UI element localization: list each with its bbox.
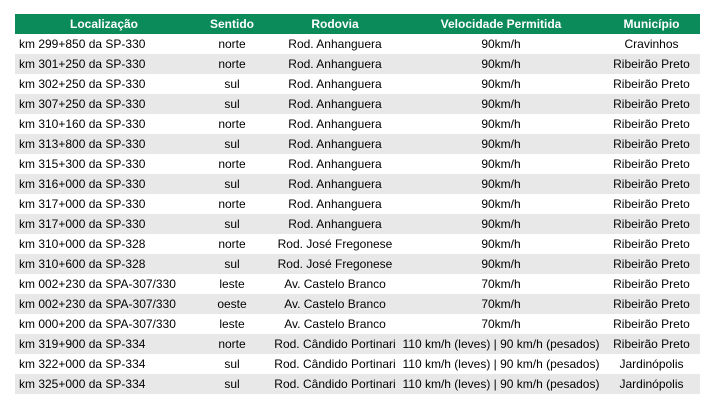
cell-sentido: norte	[193, 334, 271, 354]
cell-velocidade: 110 km/h (leves) | 90 km/h (pesados)	[399, 374, 603, 394]
cell-sentido: norte	[193, 154, 271, 174]
cell-sentido: oeste	[193, 294, 271, 314]
cell-localizacao: km 307+250 da SP-330	[15, 94, 193, 114]
cell-sentido: norte	[193, 54, 271, 74]
cell-velocidade: 110 km/h (leves) | 90 km/h (pesados)	[399, 334, 603, 354]
table-row	[15, 174, 700, 194]
cell-sentido: sul	[193, 174, 271, 194]
cell-municipio: Ribeirão Preto	[603, 274, 700, 294]
table-row	[15, 154, 700, 174]
cell-velocidade: 90km/h	[399, 194, 603, 214]
cell-localizacao: km 325+000 da SP-334	[15, 374, 193, 394]
cell-velocidade: 90km/h	[399, 94, 603, 114]
cell-rodovia: Rod. José Fregonese	[271, 254, 399, 274]
table-row	[15, 54, 700, 74]
cell-municipio: Ribeirão Preto	[603, 294, 700, 314]
cell-rodovia: Rod. Cândido Portinari	[271, 354, 399, 374]
cell-rodovia: Rod. Anhanguera	[271, 134, 399, 154]
cell-velocidade: 90km/h	[399, 154, 603, 174]
cell-sentido: leste	[193, 274, 271, 294]
cell-rodovia: Rod. Anhanguera	[271, 214, 399, 234]
cell-localizacao: km 002+230 da SPA-307/330	[15, 294, 193, 314]
table-row	[15, 274, 700, 294]
header-localizacao: Localização	[15, 14, 193, 34]
table-row	[15, 334, 700, 354]
cell-rodovia: Rod. José Fregonese	[271, 234, 399, 254]
cell-sentido: norte	[193, 114, 271, 134]
header-velocidade: Velocidade Permitida	[399, 14, 603, 34]
table-row	[15, 374, 700, 394]
cell-localizacao: km 302+250 da SP-330	[15, 74, 193, 94]
cell-municipio: Jardinópolis	[603, 374, 700, 394]
cell-rodovia: Av. Castelo Branco	[271, 274, 399, 294]
table-row	[15, 74, 700, 94]
cell-rodovia: Rod. Anhanguera	[271, 194, 399, 214]
cell-municipio: Jardinópolis	[603, 354, 700, 374]
cell-sentido: norte	[193, 194, 271, 214]
cell-localizacao: km 002+230 da SPA-307/330	[15, 274, 193, 294]
cell-sentido: norte	[193, 34, 271, 54]
cell-municipio: Ribeirão Preto	[603, 74, 700, 94]
cell-rodovia: Rod. Anhanguera	[271, 114, 399, 134]
cell-rodovia: Av. Castelo Branco	[271, 314, 399, 334]
cell-velocidade: 90km/h	[399, 254, 603, 274]
cell-rodovia: Rod. Anhanguera	[271, 34, 399, 54]
cell-municipio: Ribeirão Preto	[603, 334, 700, 354]
table-body	[15, 34, 700, 394]
cell-localizacao: km 310+160 da SP-330	[15, 114, 193, 134]
cell-localizacao: km 301+250 da SP-330	[15, 54, 193, 74]
cell-localizacao: km 317+000 da SP-330	[15, 214, 193, 234]
cell-velocidade: 70km/h	[399, 294, 603, 314]
cell-rodovia: Rod. Anhanguera	[271, 54, 399, 74]
header-sentido: Sentido	[193, 14, 271, 34]
cell-municipio: Ribeirão Preto	[603, 314, 700, 334]
table-row	[15, 314, 700, 334]
speed-camera-table	[15, 14, 700, 394]
table-row	[15, 234, 700, 254]
table-row	[15, 34, 700, 54]
cell-velocidade: 110 km/h (leves) | 90 km/h (pesados)	[399, 354, 603, 374]
cell-rodovia: Rod. Anhanguera	[271, 174, 399, 194]
cell-sentido: sul	[193, 374, 271, 394]
cell-rodovia: Rod. Anhanguera	[271, 154, 399, 174]
table-row	[15, 254, 700, 274]
cell-localizacao: km 310+000 da SP-328	[15, 234, 193, 254]
cell-rodovia: Rod. Anhanguera	[271, 94, 399, 114]
cell-municipio: Ribeirão Preto	[603, 194, 700, 214]
cell-localizacao: km 317+000 da SP-330	[15, 194, 193, 214]
cell-velocidade: 90km/h	[399, 34, 603, 54]
cell-localizacao: km 299+850 da SP-330	[15, 34, 193, 54]
header-municipio: Município	[603, 14, 700, 34]
table-row	[15, 354, 700, 374]
cell-sentido: sul	[193, 94, 271, 114]
cell-velocidade: 90km/h	[399, 214, 603, 234]
table-row	[15, 94, 700, 114]
cell-localizacao: km 316+000 da SP-330	[15, 174, 193, 194]
cell-rodovia: Rod. Anhanguera	[271, 74, 399, 94]
cell-velocidade: 70km/h	[399, 314, 603, 334]
cell-sentido: sul	[193, 134, 271, 154]
table-row	[15, 194, 700, 214]
cell-sentido: sul	[193, 354, 271, 374]
cell-velocidade: 90km/h	[399, 74, 603, 94]
cell-localizacao: km 310+600 da SP-328	[15, 254, 193, 274]
cell-municipio: Ribeirão Preto	[603, 214, 700, 234]
header-row	[15, 14, 700, 34]
cell-municipio: Ribeirão Preto	[603, 54, 700, 74]
cell-localizacao: km 322+000 da SP-334	[15, 354, 193, 374]
cell-velocidade: 90km/h	[399, 234, 603, 254]
cell-localizacao: km 315+300 da SP-330	[15, 154, 193, 174]
cell-municipio: Ribeirão Preto	[603, 254, 700, 274]
cell-localizacao: km 313+800 da SP-330	[15, 134, 193, 154]
table-row	[15, 114, 700, 134]
cell-localizacao: km 000+200 da SPA-307/330	[15, 314, 193, 334]
cell-sentido: sul	[193, 254, 271, 274]
cell-municipio: Ribeirão Preto	[603, 114, 700, 134]
cell-municipio: Ribeirão Preto	[603, 154, 700, 174]
cell-velocidade: 70km/h	[399, 274, 603, 294]
cell-localizacao: km 319+900 da SP-334	[15, 334, 193, 354]
cell-sentido: norte	[193, 234, 271, 254]
cell-velocidade: 90km/h	[399, 114, 603, 134]
table-row	[15, 294, 700, 314]
cell-rodovia: Av. Castelo Branco	[271, 294, 399, 314]
cell-velocidade: 90km/h	[399, 134, 603, 154]
cell-velocidade: 90km/h	[399, 54, 603, 74]
cell-rodovia: Rod. Cândido Portinari	[271, 374, 399, 394]
cell-municipio: Ribeirão Preto	[603, 94, 700, 114]
cell-municipio: Ribeirão Preto	[603, 134, 700, 154]
cell-municipio: Ribeirão Preto	[603, 234, 700, 254]
cell-sentido: leste	[193, 314, 271, 334]
cell-velocidade: 90km/h	[399, 174, 603, 194]
cell-rodovia: Rod. Cândido Portinari	[271, 334, 399, 354]
table-row	[15, 134, 700, 154]
cell-sentido: sul	[193, 74, 271, 94]
table-row	[15, 214, 700, 234]
header-rodovia: Rodovia	[271, 14, 399, 34]
cell-municipio: Ribeirão Preto	[603, 174, 700, 194]
cell-sentido: sul	[193, 214, 271, 234]
cell-municipio: Cravinhos	[603, 34, 700, 54]
